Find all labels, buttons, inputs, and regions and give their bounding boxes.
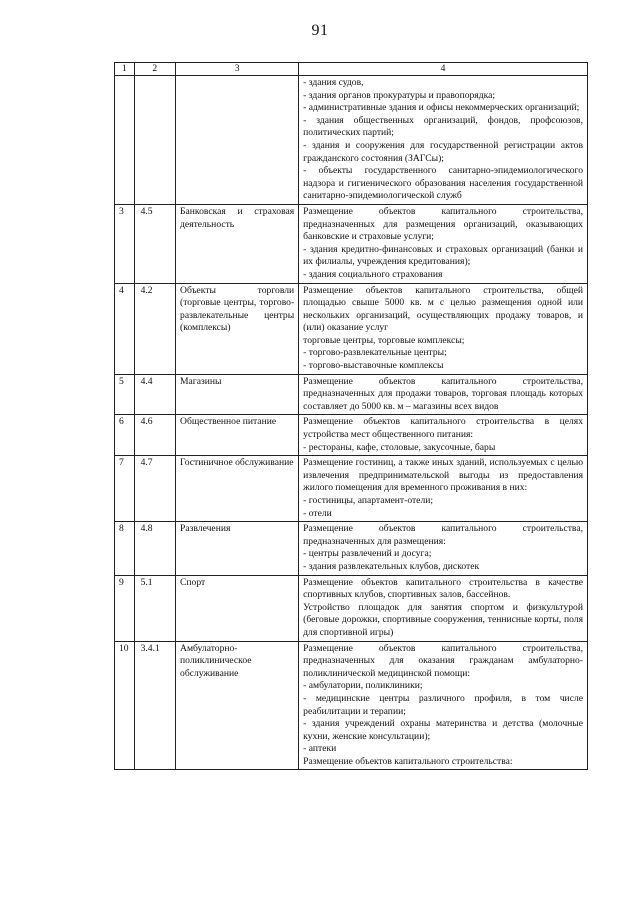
table-row	[115, 641, 588, 770]
row-code: 4.5	[134, 204, 175, 283]
description-line: - отели	[303, 507, 332, 519]
table-row	[115, 374, 588, 415]
description-line: - здания судов,	[303, 77, 364, 88]
description-line: - амбулатории, поликлиники;	[303, 680, 423, 692]
row-number: 10	[115, 641, 135, 770]
row-number: 9	[115, 575, 135, 641]
row-code: 4.6	[134, 415, 175, 456]
row-description	[299, 522, 588, 575]
description-line: - медицинские центры различного профиля, в том числе реабилитации и терапии;	[303, 692, 583, 717]
row-code: 4.2	[134, 283, 175, 374]
table-row	[115, 522, 588, 575]
description-line: - здания органов прокуратуры и правопорядка;	[303, 89, 496, 101]
row-description	[299, 283, 588, 374]
row-use-name: Развлечения	[176, 522, 299, 575]
row-code: 3.4.1	[134, 641, 175, 770]
row-use-name: Амбулаторно-поликлиническое обслуживание	[176, 641, 299, 770]
table-header-row	[115, 63, 588, 76]
description-line: Размещение объектов капитального строительства, предназначенных для размещения организаций, оказывающих банковские и страховые услуги;	[303, 205, 583, 243]
column-header-3: 3	[176, 63, 299, 76]
column-header-1: 1	[115, 63, 135, 76]
row-number: 5	[115, 374, 135, 415]
description-line: Размещение объектов капитального строительства, предназначенных для оказания гражданам амбулаторно-поликлинической медицинской помощи:	[303, 642, 583, 679]
row-number: 6	[115, 415, 135, 456]
row-use-name: Банковская и страховая деятельность	[176, 204, 299, 283]
description-line: - здания общественных организаций, фондов, профсоюзов, политических партий;	[303, 114, 583, 139]
row-description	[299, 575, 588, 641]
description-line: торговые центры, торговые комплексы;	[303, 334, 465, 346]
description-line: Размещение гостиниц, а также иных зданий, используемых с целью извлечения предпринимательской выгоды из предоставления жилого помещения для временного проживания в них:	[303, 457, 583, 494]
cell-code	[134, 76, 175, 205]
row-description	[299, 374, 588, 415]
row-code: 4.8	[134, 522, 175, 575]
row-number: 7	[115, 456, 135, 522]
description-line: Размещение объектов капитального строительства в целях устройства мест общественного питания:	[303, 416, 583, 441]
description-line: - здания социального страхования	[303, 268, 443, 280]
cell-name	[176, 76, 299, 205]
description-line: - торгово-выставочные комплексы	[303, 360, 444, 372]
description-line: - центры развлечений и досуга;	[303, 548, 432, 560]
row-use-name: Объекты торговли (торговые центры, торгово-развлекательные центры (комплексы)	[176, 283, 299, 374]
row-use-name: Магазины	[176, 374, 299, 415]
description-line: Размещение объектов капитального строительства:	[303, 755, 513, 767]
description-line: - аптеки	[303, 743, 337, 755]
continuation-row	[115, 76, 588, 205]
description-line: Размещение объектов капитального строительства, предназначенных для продажи товаров, торговая площадь которых составляет до 5000 кв. м – магазины всех видов	[303, 375, 583, 412]
row-use-name: Общественное питание	[176, 415, 299, 456]
description-line: Размещение объектов капитального строительства в качестве спортивных клубов, спортивных залов, бассейнов.	[303, 576, 583, 601]
description-line: - объекты государственного санитарно-эпидемиологического надзора и гигиенического образования населения государственной санитарно-эпидемиологической служб	[303, 165, 583, 202]
column-header-2: 2	[134, 63, 175, 76]
description-line: Размещение объектов капитального строительства, общей площадью свыше 5000 кв. м с целью размещения одной или нескольких организаций, осуществляющих продажу товаров, и (или) оказание услуг	[303, 284, 583, 334]
row-code: 5.1	[134, 575, 175, 641]
row-description	[299, 204, 588, 283]
table-row	[115, 283, 588, 374]
row-code: 4.7	[134, 456, 175, 522]
row-number: 4	[115, 283, 135, 374]
table-row	[115, 575, 588, 641]
row-description	[299, 641, 588, 770]
cell-number	[115, 76, 135, 205]
description-line: Устройство площадок для занятия спортом и физкультурой (беговые дорожки, спортивные сооружения, теннисные корты, поля для спортивной игры)	[303, 601, 583, 638]
page-number: 91	[311, 22, 329, 39]
table-row	[115, 415, 588, 456]
description-line: Размещение объектов капитального строительства, предназначенных для размещения:	[303, 523, 583, 547]
permitted-use-table	[114, 62, 588, 770]
description-line: - здания развлекательных клубов, дискотек	[303, 560, 480, 572]
description-line: - рестораны, кафе, столовые, закусочные, бары	[303, 441, 496, 453]
row-description	[299, 456, 588, 522]
description-line: - здания кредитно-финансовых и страховых организаций (банки и их филиалы, учреждения кредитования);	[303, 243, 583, 268]
row-description	[299, 415, 588, 456]
row-use-name: Спорт	[176, 575, 299, 641]
table-row	[115, 456, 588, 522]
description-line: - административные здания и офисы некоммерческих организаций;	[303, 102, 580, 114]
row-use-name: Гостиничное обслуживание	[176, 456, 299, 522]
description-line: - здания учреждений охраны материнства и детства (молочные кухни, женские консультации);	[303, 718, 583, 742]
description-line: - здания и сооружения для государственной регистрации актов гражданского состояния (ЗАГСы);	[303, 139, 583, 164]
row-number: 3	[115, 204, 135, 283]
row-number: 8	[115, 522, 135, 575]
row-code: 4.4	[134, 374, 175, 415]
column-header-4: 4	[299, 63, 588, 76]
table-row	[115, 204, 588, 283]
cell-description	[299, 76, 588, 205]
description-line: - торгово-развлекательные центры;	[303, 347, 447, 359]
description-line: - гостиницы, апартамент-отели;	[303, 495, 434, 506]
